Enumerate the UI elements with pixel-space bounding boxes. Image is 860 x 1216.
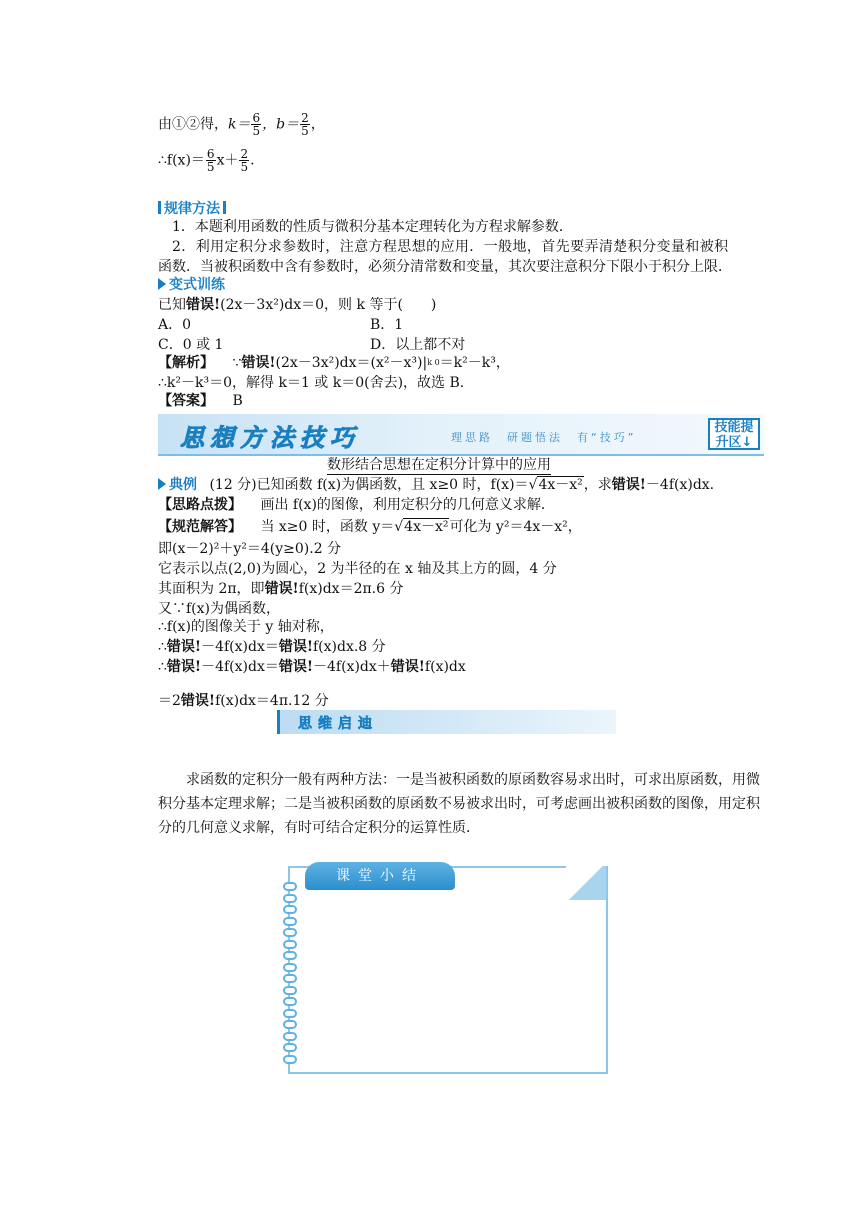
triangle-icon [158,278,166,290]
text: x＋ [216,152,239,169]
tag-bar-icon [158,201,161,214]
skill-banner [158,414,764,456]
spiral-ring-icon [283,986,297,995]
summary-tab: 课堂小结 [305,862,455,890]
result-line-1 [158,112,325,137]
spiral-ring-icon [283,951,297,960]
spiral-ring-icon [283,963,297,972]
analysis-label: 【解析】 [158,355,214,371]
denominator: 5 [240,160,249,174]
text: (2x－3x²)dx＝0，则 k 等于( ) [220,297,437,313]
text: (2x－3x²)dx＝(x²－x³)| [275,355,428,371]
text: 已知 [158,297,186,313]
exercise-tag [158,276,225,294]
numerator: 2 [240,147,249,161]
exercise-question [158,296,436,314]
denominator: 5 [252,124,261,138]
answer-label: 【答案】 [158,393,214,409]
integral-bounds: k 0 [427,358,440,367]
text: . [250,152,255,169]
exercise-tag-label: 变式训练 [169,277,225,293]
error-marker: 错误! [180,693,216,709]
solution-label: 【规范解答】 [158,519,242,535]
text: ＝2 [158,693,181,709]
hint-line [158,496,555,514]
error-marker: 错误! [278,639,313,655]
triangle-icon [158,478,166,490]
sqrt-content: 4x－x² [404,519,449,535]
text: ＝k²－k³， [439,355,510,371]
text: ∴ [158,659,167,675]
text: －4f(x)dx＝ [201,659,279,675]
k-eq: k＝ [228,116,251,133]
solution-line-8 [158,658,466,676]
solution-line-4 [158,580,404,598]
text: ，求 [583,477,612,493]
error-marker: 错误! [241,355,276,371]
spiral-ring-icon [283,1020,297,1029]
option-b: B．1 [370,317,404,333]
hint-text: 画出 f(x)的图像，利用定积分的几何意义求解． [260,497,555,513]
fraction [206,148,216,173]
method-tag [158,200,229,218]
badge-line-2: 升区↓ [715,435,753,450]
text: f(x)dx [424,659,466,675]
spiral-ring-icon [283,905,297,914]
text: －4f(x)dx. [645,477,715,493]
example-heading: 数形结合思想在定积分计算中的应用 [327,457,551,473]
text: ∴ [158,639,167,655]
banner-badge [708,418,760,450]
spiral-ring-icon [283,1055,297,1064]
solution-line-7 [158,638,386,656]
error-marker: 错误! [166,659,202,675]
error-marker: 错误! [390,659,425,675]
numerator: 2 [301,111,309,125]
spiral-ring-icon [283,1009,297,1018]
tag-bar-icon [223,201,226,214]
spiral-ring-icon [283,1043,297,1052]
spiral-ring-icon [283,997,297,1006]
numerator: 6 [252,111,261,125]
page-curl-icon [566,866,606,900]
text: ， [310,116,325,133]
example-tag: 典例 [169,477,197,493]
error-marker: 错误! [278,659,313,675]
solution-line-5: 又∵f(x)为偶函数， [158,601,281,617]
solution-line-6: ∴f(x)的图像关于 y 轴对称， [158,619,334,635]
method-p2b: 函数．当被积函数中含有参数时，必须分清常数和变量，其次要注意积分下限小于积分上限． [158,259,732,275]
text: f(x)dx＝2π.6 分 [298,581,404,597]
denominator: 5 [206,160,215,174]
fraction [251,112,261,137]
spiral-ring-icon [283,882,297,891]
spiral-ring-icon [283,974,297,983]
text: 其面积为 2π，即 [158,581,265,597]
text: f(x)dx.8 分 [313,639,386,655]
option-a: A．0 [158,317,192,333]
answer-line [158,392,243,410]
text: (12 分)已知函数 f(x)为偶函数，且 x≥0 时，f(x)＝ [209,477,529,493]
solution-line-9 [158,692,329,710]
text: －4f(x)dx＝ [201,639,279,655]
error-marker: 错误! [264,581,299,597]
text: ∴f(x)＝ [158,152,205,169]
option-d: D．以上都不对 [370,337,466,353]
fraction [239,148,249,173]
example-stem: 典例 (12 分)已知函数 f(x)为偶函数，且 x≥0 时，f(x)＝√4x－x²，求错误!－4f(x)dx. [158,476,714,494]
text: f(x)dx＝4π.12 分 [215,693,329,709]
spiral-ring-icon [283,894,297,903]
banner-title: 思想方法技巧 [180,424,360,452]
hint-label: 【思路点拨】 [158,497,242,513]
thinking-paragraph: 求函数的定积分一般有两种方法：一是当被积函数的原函数容易求出时，可求出原函数，用微积分基本定理求解；二是当被积函数的原函数不易被求出时，可考虑画出被积函数的图像，用定积分的几何意义求解，有时可结合定积分的运算性质． [158,772,760,836]
fraction [300,112,310,137]
spiral-ring-icon [283,928,297,937]
method-tag-label: 规律方法 [164,201,220,217]
banner-subtitle: 理思路 研题悟法 有“技巧” [451,431,637,444]
denominator: 5 [301,124,309,138]
summary-notebook [288,866,608,1074]
sqrt-content: 4x－x² [538,477,583,493]
method-p1: 1．本题利用函数的性质与微积分基本定理转化为方程求解参数． [172,219,573,235]
solution-line-1: 【规范解答】 当 x≥0 时，函数 y＝√4x－x²可化为 y²＝4x－x²， [158,519,582,535]
spiral-ring-icon [283,1032,297,1041]
thinking-tag: 思维启迪 [298,716,378,732]
error-marker: 错误! [186,297,221,313]
method-p2a: 2．利用定积分求参数时，注意方程思想的应用．一般地，首先要弄清楚积分变量和被积 [172,239,729,255]
text: 可化为 y²＝4x－x²， [449,519,582,535]
badge-line-1: 技能提 [714,420,754,435]
spiral-ring-icon [283,917,297,926]
thinking-bar [277,710,616,734]
analysis-line-2: ∴k²－k³＝0，解得 k＝1 或 k＝0(舍去)，故选 B. [158,375,465,391]
answer-value: B [232,393,243,409]
numerator: 6 [206,147,215,161]
text: －4f(x)dx＋ [313,659,391,675]
result-line-2 [158,148,255,173]
error-marker: 错误! [166,639,202,655]
spiral-ring-icon [283,940,297,949]
analysis-line-1 [158,354,510,372]
text: 当 x≥0 时，函数 y＝ [260,519,395,535]
text: 由①②得， [158,116,228,133]
solution-line-3: 它表示以点(2,0)为圆心，2 为半径的在 x 轴及其上方的圆，4 分 [158,561,557,577]
text: ∵ [232,355,242,371]
solution-line-2: 即(x－2)²＋y²＝4(y≥0).2 分 [158,541,342,557]
b-eq: ，b＝ [262,116,300,133]
error-marker: 错误! [611,477,646,493]
option-c: C．0 或 1 [158,337,224,353]
